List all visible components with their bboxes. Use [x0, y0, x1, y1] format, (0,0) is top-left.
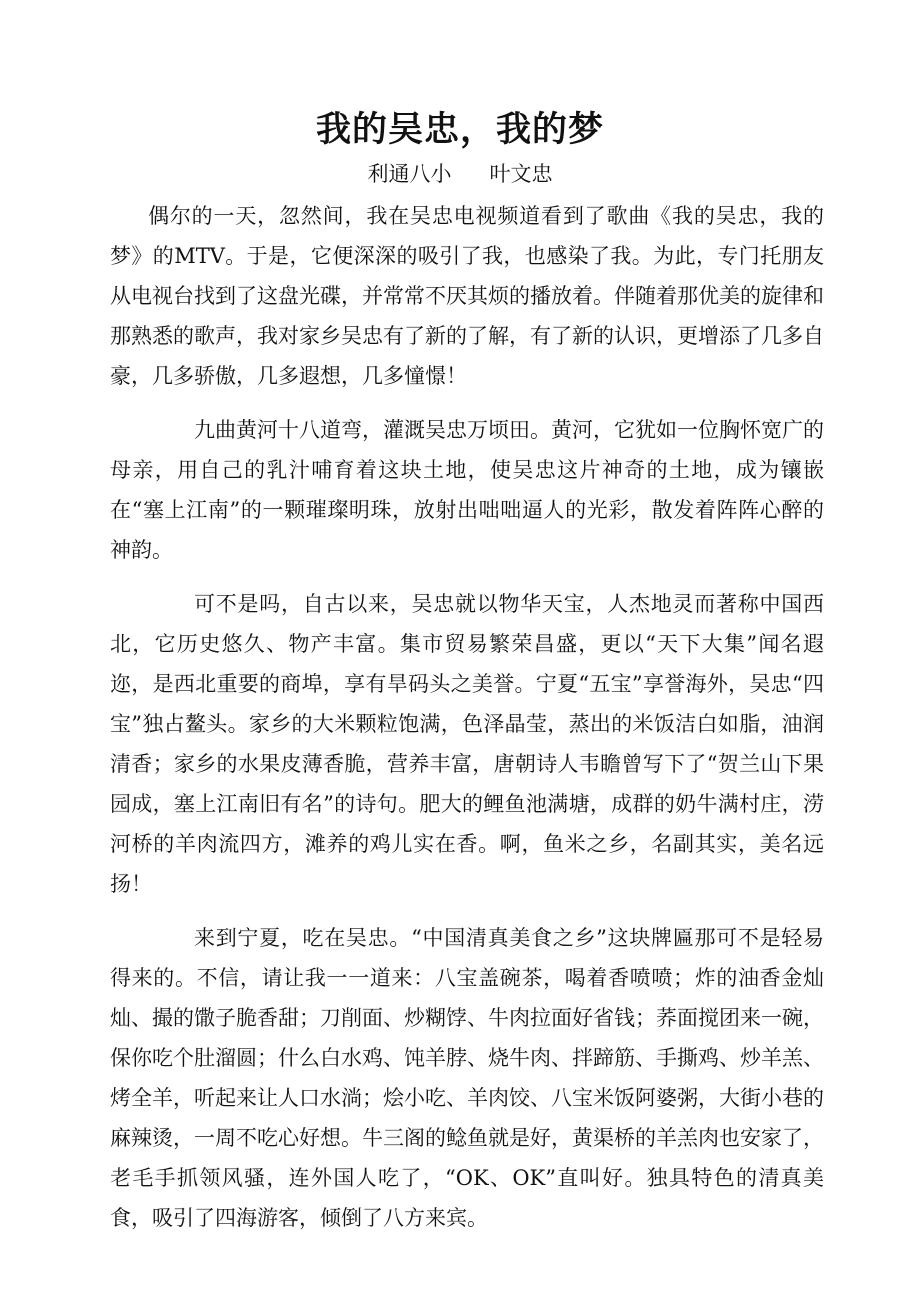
author-school: 利通八小 — [367, 162, 452, 186]
paragraph-4: 来到宁夏，吃在吴忠。“中国清真美食之乡”这块牌匾那可不是轻易得来的。不信，请让我一一道来：八宝盖碗茶，喝着香喷喷；炸的油香金灿灿、撮的馓子脆香甜；刀削面、炒糊饽、牛肉拉面好省钱；荞面搅团来一碗，保你吃个肚溜圆；什么白水鸡、饨羊脖、烧牛肉、拌蹄筋、手撕鸡、炒羊羔、烤全羊，听起来让人口水淌；烩小吃、羊肉饺、八宝米饭阿婆粥，大街小巷的麻辣烫，一周不吃心好想。牛三阁的鲶鱼就是好，黄渠桥的羊羔肉也安家了，老毛手抓领风骚，连外国人吃了，“OK、OK”直叫好。独具特色的清真美食，吸引了四海游客，倾倒了八方来宾。 — [110, 926, 824, 1230]
document-title: 我的吴忠，我的梦 — [315, 109, 604, 150]
article-body — [110, 196, 824, 1238]
author-byline — [0, 158, 920, 190]
paragraph-2: 九曲黄河十八道弯，灌溉吴忠万顷田。黄河，它犹如一位胸怀宽广的母亲，用自己的乳汁哺育着这块土地，使吴忠这片神奇的土地，成为镶嵌在“塞上江南”的一颗璀璨明珠，放射出咄咄逼人的光彩，散发着阵阵心醉的神韵。 — [110, 418, 824, 562]
author-name: 叶文忠 — [489, 162, 553, 186]
paragraph-3: 可不是吗，自古以来，吴忠就以物华天宝，人杰地灵而著称中国西北，它历史悠久、物产丰富。集市贸易繁荣昌盛，更以“天下大集”闻名遐迩，是西北重要的商埠，享有旱码头之美誉。宁夏“五宝”享誉海外，吴忠“四宝”独占鳌头。家乡的大米颗粒饱满，色泽晶莹，蒸出的米饭洁白如脂，油润清香；家乡的水果皮薄香脆，营养丰富，唐朝诗人韦瞻曾写下了“贺兰山下果园成，塞上江南旧有名”的诗句。肥大的鲤鱼池满塘，成群的奶牛满村庄，涝河桥的羊肉流四方，滩养的鸡儿实在香。啊，鱼米之乡，名副其实，美名远扬！ — [110, 592, 824, 896]
paragraph-1: 偶尔的一天，忽然间，我在吴忠电视频道看到了歌曲《我的吴忠，我的梦》的MTV。于是，它便深深的吸引了我，也感染了我。为此，专门托朋友从电视台找到了这盘光碟，并常常不厌其烦的播放着。伴随着那优美的旋律和那熟悉的歌声，我对家乡吴忠有了新的了解，有了新的认识，更增添了几多自豪，几多骄傲，几多遐想，几多憧憬！ — [110, 204, 824, 388]
